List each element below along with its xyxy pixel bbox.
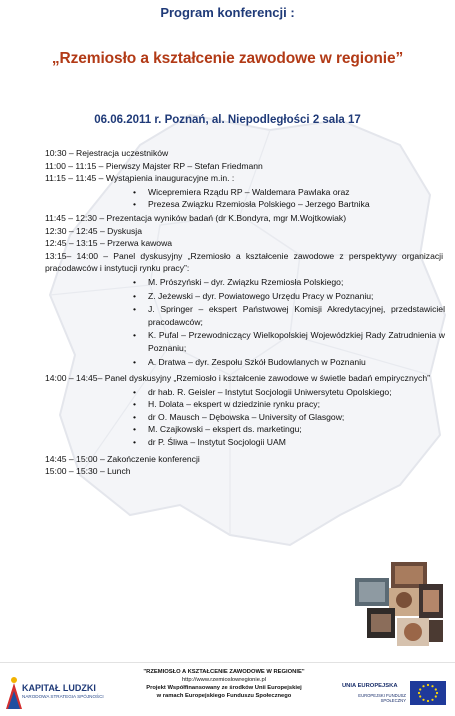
- speaker-item: [45, 276, 445, 289]
- agenda-item: 10:30 – Rejestracja uczestników: [45, 148, 169, 158]
- project-info: [118, 668, 330, 700]
- project-title: "RZEMIOSŁO A KSZTAŁCENIE ZAWODOWE W REGIONIE": [143, 669, 305, 675]
- bullet: •: [133, 356, 137, 367]
- agenda: [45, 147, 445, 478]
- eu-name: UNIA EUROPEJSKA: [342, 683, 398, 689]
- speaker-item: [45, 356, 445, 369]
- speaker-item: [45, 198, 445, 211]
- speaker-item: [45, 329, 445, 354]
- bullet: •: [133, 186, 137, 197]
- speaker-item: [45, 411, 445, 424]
- cofinanced-text: Projekt Współfinansowany ze środków Unii Europejskiej: [146, 685, 302, 691]
- eu-flag-icon: [410, 681, 446, 705]
- speaker-text: A. Dratwa – dyr. Zespołu Szkół Budowlanych w Poznaniu: [148, 356, 366, 367]
- bullet: •: [133, 411, 137, 422]
- speaker-item: [45, 436, 445, 449]
- program-heading: Program konferencji :: [160, 5, 295, 20]
- footer: [0, 662, 455, 716]
- speaker-item: [45, 423, 445, 436]
- agenda-item: 11:00 – 11:15 – Pierwszy Majster RP – Stefan Friedmann: [45, 160, 263, 171]
- bullet: •: [133, 399, 137, 410]
- agenda-item: 11:15 – 11:45 – Wystąpienia inauguracyjne m.in. :: [45, 173, 235, 184]
- speaker-item: [45, 398, 445, 411]
- bullet: •: [133, 437, 137, 448]
- bullet: •: [133, 290, 137, 301]
- speaker-item: [45, 186, 445, 199]
- speaker-text: Z. Jeżewski – dyr. Powiatowego Urzędu Pracy w Poznaniu;: [148, 290, 374, 301]
- speaker-text: J. Springer – ekspert Państwowej Komisji Akredytacyjnej, przedstawiciel pracodawców;: [148, 304, 445, 327]
- speaker-text: M. Prószyński – dyr. Związku Rzemiosła Polskiego;: [148, 276, 344, 287]
- panel2-speakers: [45, 386, 445, 449]
- agenda-item: 13:15– 14:00 – Panel dyskusyjny „Rzemiosło a kształcenie zawodowe z perspektywy organizacji pracodawców i instytucji rynku pracy”:: [45, 250, 443, 274]
- agenda-item: 15:00 – 15:30 – Lunch: [45, 466, 131, 477]
- bullet: •: [133, 199, 137, 210]
- agenda-item: 12:45 – 13:15 – Przerwa kawowa: [45, 238, 173, 249]
- speaker-text: H. Dolata – ekspert w dziedzinie rynku pracy;: [148, 399, 320, 410]
- speaker-item: [45, 386, 445, 399]
- bullet: •: [133, 424, 137, 435]
- bullet: •: [133, 330, 137, 341]
- panel1-speakers: [45, 276, 445, 368]
- speaker-text: dr hab. R. Geisler – Instytut Socjologii Uniwersytetu Opolskiego;: [148, 386, 392, 397]
- fund-text: w ramach Europejskiego Funduszu Społecznego: [156, 693, 292, 699]
- speaker-text: dr P. Śliwa – Instytut Socjologii UAM: [148, 437, 286, 448]
- speaker-item: [45, 303, 445, 328]
- agenda-item: 12:30 – 12:45 – Dyskusja: [45, 225, 142, 236]
- eu-fund-name: EUROPEJSKI FUNDUSZ SPOŁECZNY: [358, 693, 406, 703]
- agenda-item: 11:45 – 12:30 – Prezentacja wyników badań (dr K.Bondyra, mgr M.Wojtkowiak): [45, 212, 347, 223]
- project-url: http://www.rzemioslowregionie.pl: [181, 677, 267, 683]
- bullet: •: [133, 386, 137, 397]
- speaker-text: M. Czajkowski – ekspert ds. marketingu;: [148, 424, 302, 435]
- craft-photo-collage: [353, 560, 445, 648]
- speaker-text: dr O. Mausch – Dębowska – University of Glasgow;: [148, 411, 345, 422]
- bullet: •: [133, 304, 137, 315]
- bullet: •: [133, 276, 137, 287]
- speaker-text: K. Pufal – Przewodniczący Wielkopolskiej Wojewódzkiej Rady Zatrudnienia w Poznaniu;: [148, 330, 445, 353]
- agenda-item: 14:45 – 15:00 – Zakończenie konferencji: [45, 453, 200, 464]
- kapital-ludzki-subtitle: NARODOWA STRATEGIA SPÓJNOŚCI: [22, 694, 104, 699]
- speaker-text: Prezesa Związku Rzemiosła Polskiego – Jerzego Bartnika: [148, 199, 370, 210]
- opening-speakers: [45, 186, 445, 211]
- kapital-ludzki-name: KAPITAŁ LUDZKI: [22, 683, 96, 693]
- speaker-text: Wicepremiera Rządu RP – Waldemara Pawlaka oraz: [148, 186, 350, 197]
- conference-title: „Rzemiosło a kształcenie zawodowe w regionie”: [51, 50, 404, 67]
- speaker-item: [45, 290, 445, 303]
- date-location: 06.06.2011 r. Poznań, al. Niepodległości 2 sala 17: [94, 114, 361, 126]
- agenda-item: 14:00 – 14:45– Panel dyskusyjny „Rzemiosło i kształcenie zawodowe w świetle badań empirycznych”: [45, 373, 430, 384]
